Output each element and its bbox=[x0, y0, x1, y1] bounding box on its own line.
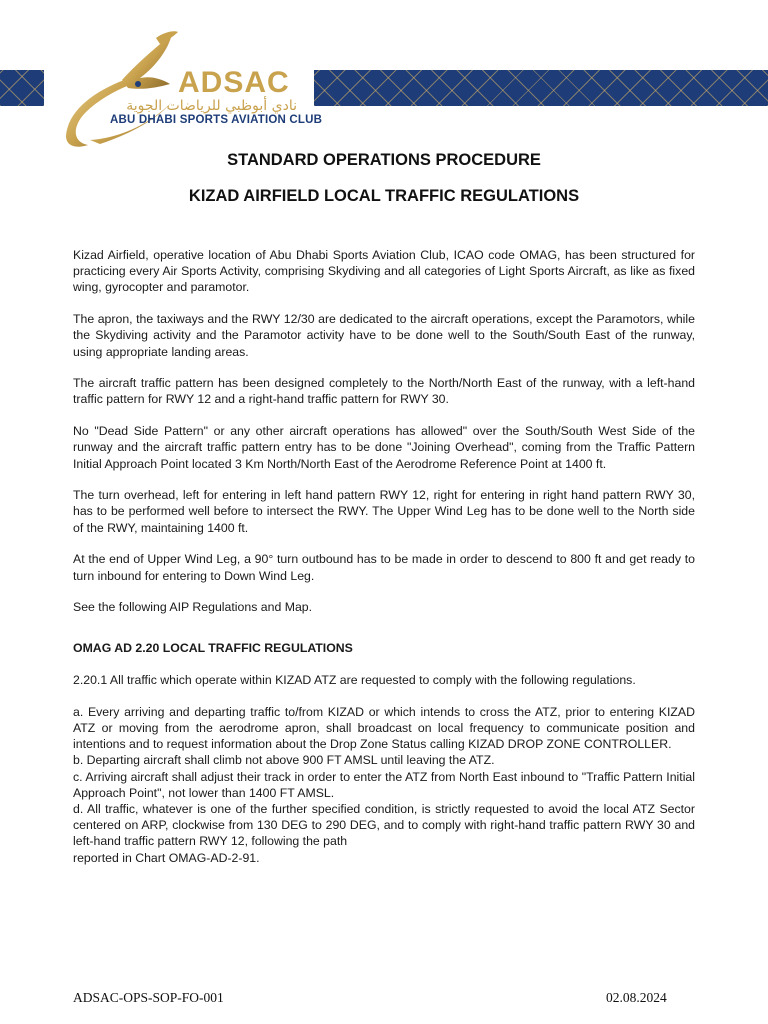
paragraph-2: The apron, the taxiways and the RWY 12/30 are dedicated to the aircraft operations, except the Paramotors, while the Skydiving activity and the Paramotor activity have to be done well to the South/South East of the runway, using appropriate landing areas. bbox=[73, 312, 695, 359]
logo-wordmark: ADSAC bbox=[178, 66, 290, 99]
paragraph-4: No "Dead Side Pattern" or any other aircraft operations has allowed" over the South/South West Side of the runway and the aircraft traffic pattern entry has to be done "Joining Overhead", coming from the Traffic Pattern Initial Approach Point located 3 Km North/North East of the Aerodrome Reference Point at 1400 ft. bbox=[73, 424, 695, 471]
regulation-c: c. Arriving aircraft shall adjust their track in order to enter the ATZ from North East inbound to "Traffic Pattern Initial Approach Point", not lower than 1400 FT AMSL. bbox=[73, 769, 695, 800]
regulation-a: a. Every arriving and departing traffic to/from KIZAD or which intends to cross the ATZ, prior to entering KIZAD ATZ or moving from the aerodrome apron, shall broadcast on local frequency to communicate position and intentions and to request information about the Drop Zone Status calling KIZAD DROP ZONE CONTROLLER. bbox=[73, 704, 695, 752]
adsac-logo bbox=[60, 28, 323, 150]
falcon-emblem-icon bbox=[60, 28, 180, 150]
document-title: STANDARD OPERATIONS PROCEDURE bbox=[227, 151, 541, 169]
logo-arabic-name: نادي أبوظبي للرياضات الجوية bbox=[126, 98, 297, 114]
paragraph-6: At the end of Upper Wind Leg, a 90° turn outbound has to be made in order to descend to 800 ft and get ready to turn inbound for entering to Down Wind Leg. bbox=[73, 552, 695, 583]
regulation-d-continued: reported in Chart OMAG-AD-2-91. bbox=[73, 850, 260, 865]
regulation-b: b. Departing aircraft shall climb not above 900 FT AMSL until leaving the ATZ. bbox=[73, 753, 495, 768]
regulations-intro: 2.20.1 All traffic which operate within KIZAD ATZ are requested to comply with the following regulations. bbox=[73, 673, 636, 688]
document-subtitle: KIZAD AIRFIELD LOCAL TRAFFIC REGULATIONS bbox=[188, 187, 580, 205]
footer-date: 02.08.2024 bbox=[606, 990, 667, 1005]
paragraph-1: Kizad Airfield, operative location of Abu Dhabi Sports Aviation Club, ICAO code OMAG, has been structured for practicing every Air Sports Activity, comprising Skydiving and all categories of Light Sports Aircraft, as like as fixed wing, gyrocopter and paramotor. bbox=[73, 248, 695, 295]
footer-document-code: ADSAC-OPS-SOP-FO-001 bbox=[73, 990, 224, 1005]
document-body bbox=[73, 247, 695, 866]
paragraph-5: The turn overhead, left for entering in left hand pattern RWY 12, right for entering in right hand pattern RWY 30, has to be performed well before to intersect the RWY. The Upper Wind Leg has to be done well to the North side of the RWY, maintaining 1400 ft. bbox=[73, 488, 695, 535]
paragraph-3: The aircraft traffic pattern has been designed completely to the North/North East of the runway, with a left-hand traffic pattern for RWY 12 and a right-hand traffic pattern for RWY 30. bbox=[73, 376, 695, 407]
header-band-right bbox=[314, 70, 768, 106]
header-band-left bbox=[0, 70, 44, 106]
paragraph-7: See the following AIP Regulations and Map. bbox=[73, 600, 313, 615]
regulations-heading: OMAG AD 2.20 LOCAL TRAFFIC REGULATIONS bbox=[73, 641, 353, 656]
logo-club-name: ABU DHABI SPORTS AVIATION CLUB bbox=[110, 114, 323, 126]
regulation-d: d. All traffic, whatever is one of the further specified condition, is strictly requested to avoid the local ATZ Sector centered on ARP, clockwise from 130 DEG to 290 DEG, and to comply with right-hand traffic pattern RWY 30 and left-hand traffic pattern RWY 12, following the path bbox=[73, 802, 695, 849]
